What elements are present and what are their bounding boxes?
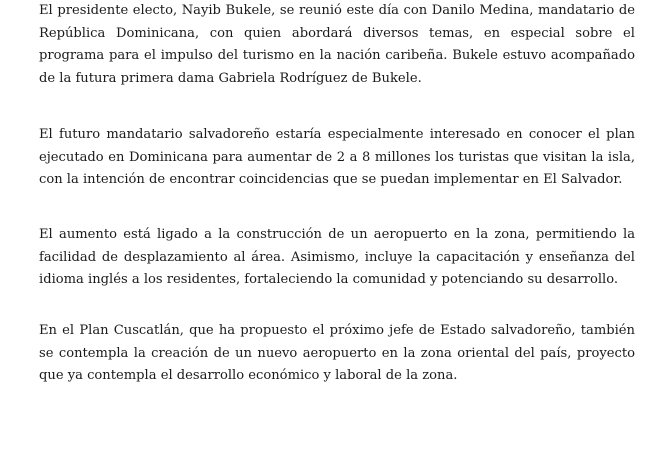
paragraph-2: El futuro mandatario salvadoreño estaría especialmente interesado en conocer el plan ejecutado en Dominicana para aumentar de 2 a 8 millones los turistas que visitan la isla, con la intención de encontrar coincidencias que se puedan implementar en El Salvador.: [39, 127, 635, 188]
paragraph-3: El aumento está ligado a la construcción de un aeropuerto en la zona, permitiendo la facilidad de desplazamiento al área. Asimismo, incluye la capacitación y enseñanza del idioma inglés a los residentes, fortaleciendo la comunidad y potenciando su desarrollo.: [39, 227, 635, 288]
paragraph-4: En el Plan Cuscatlán, que ha propuesto el próximo jefe de Estado salvadoreño, también se contempla la creación de un nuevo aeropuerto en la zona oriental del país, proyecto que ya contempla el desarrollo económico y laboral de la zona.: [39, 323, 635, 384]
paragraph-1: El presidente electo, Nayib Bukele, se reunió este día con Danilo Medina, mandatario de República Dominicana, con quien abordará diversos temas, en especial sobre el programa para el impulso del turismo en la nación caribeña. Bukele estuvo acompañado de la futura primera dama Gabriela Rodríguez de Bukele.: [39, 3, 635, 86]
